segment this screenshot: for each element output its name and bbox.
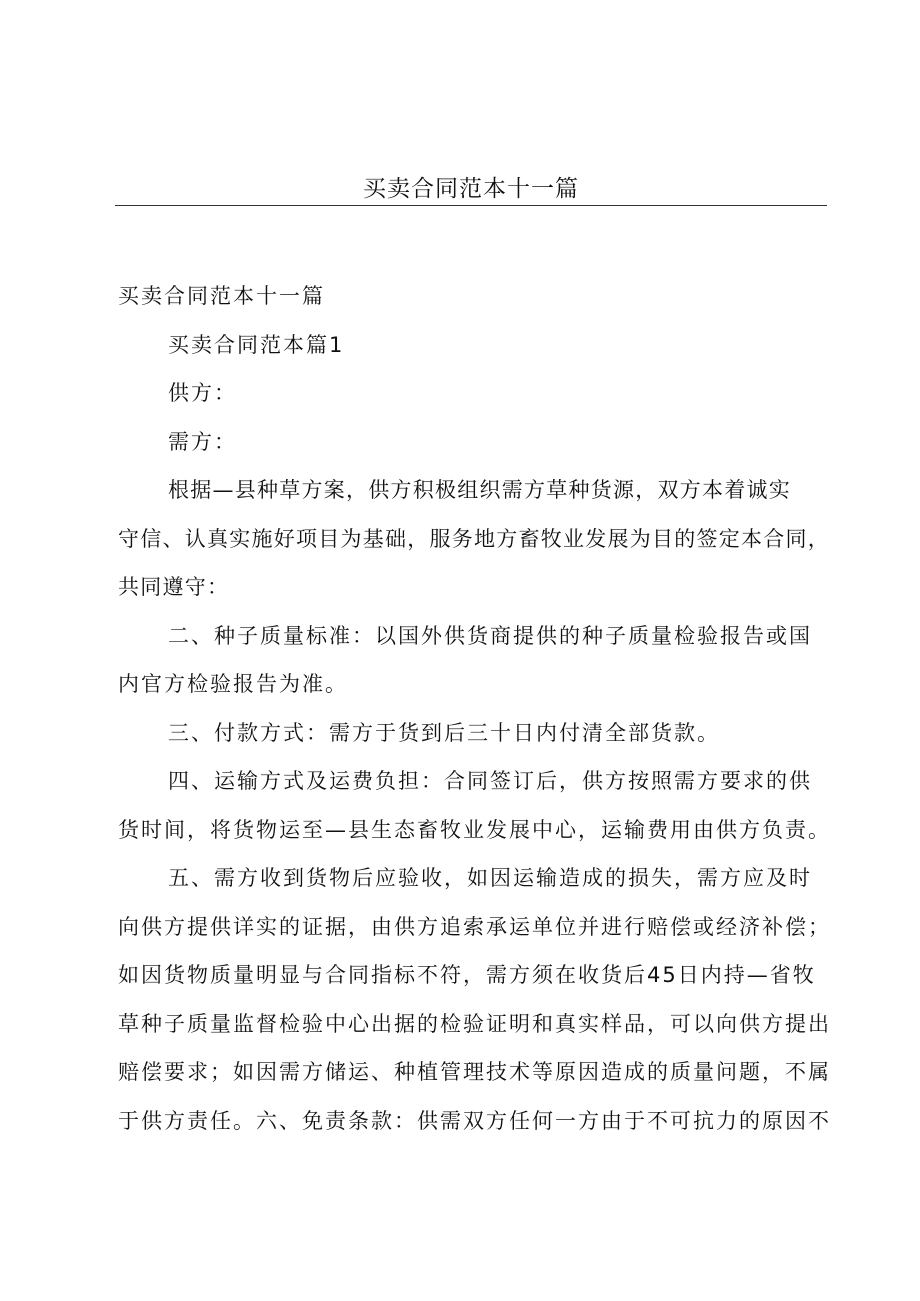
clause-quality-standard [118,612,830,709]
section-title: 买卖合同范本篇1 [168,332,345,357]
supplier-label: 供方： [168,381,237,405]
text-line: 赔偿要求；如因需方储运、种植管理技术等原因造成的质量问题，不属 [118,1060,831,1084]
text-line: 内官方检验报告为准。 [118,672,348,696]
clause-inspection [118,854,830,1145]
text-line: 货时间，将货物运至—县生态畜牧业发展中心，运输费用由供方负责。 [118,817,831,842]
title-underline [115,205,827,206]
document-title: 买卖合同范本十一篇 [363,176,579,202]
text-line: 草种子质量监督检验中心出据的检验证明和真实样品，可以向供方提出 [118,1011,831,1036]
buyer-label: 需方： [168,429,237,454]
text-line: 守信、认真实施好项目为基础，服务地方畜牧业发展为目的签定本合同， [118,526,830,551]
text-line: 向供方提供详实的证据，由供方追索承运单位并进行赔偿或经济补偿； [118,914,831,939]
text-line: 二、种子质量标准：以国外供货商提供的种子质量检验报告或国 [168,623,812,648]
text-line: 根据—县种草方案，供方积极组织需方草种货源，双方本着诚实 [168,478,791,502]
clause-transport [118,757,830,854]
document-body [118,272,830,1145]
text-line: 五、需方收到货物后应验收，如因运输造成的损失，需方应及时 [168,866,812,890]
text-line: 三、付款方式：需方于货到后三十日内付清全部货款。 [168,720,720,745]
clause-payment [118,709,830,758]
text-line: 如因货物质量明显与合同指标不符，需方须在收货后45日内持—省牧 [118,963,816,987]
text-line: 于供方责任。六、免责条款：供需双方任何一方由于不可抗力的原因不 [118,1108,831,1133]
document-heading: 买卖合同范本十一篇 [118,284,325,308]
text-line: 共同遵守： [118,575,230,599]
text-line: 四、运输方式及运费负担：合同签订后，供方按照需方要求的供 [168,769,812,793]
intro-paragraph [118,466,830,612]
